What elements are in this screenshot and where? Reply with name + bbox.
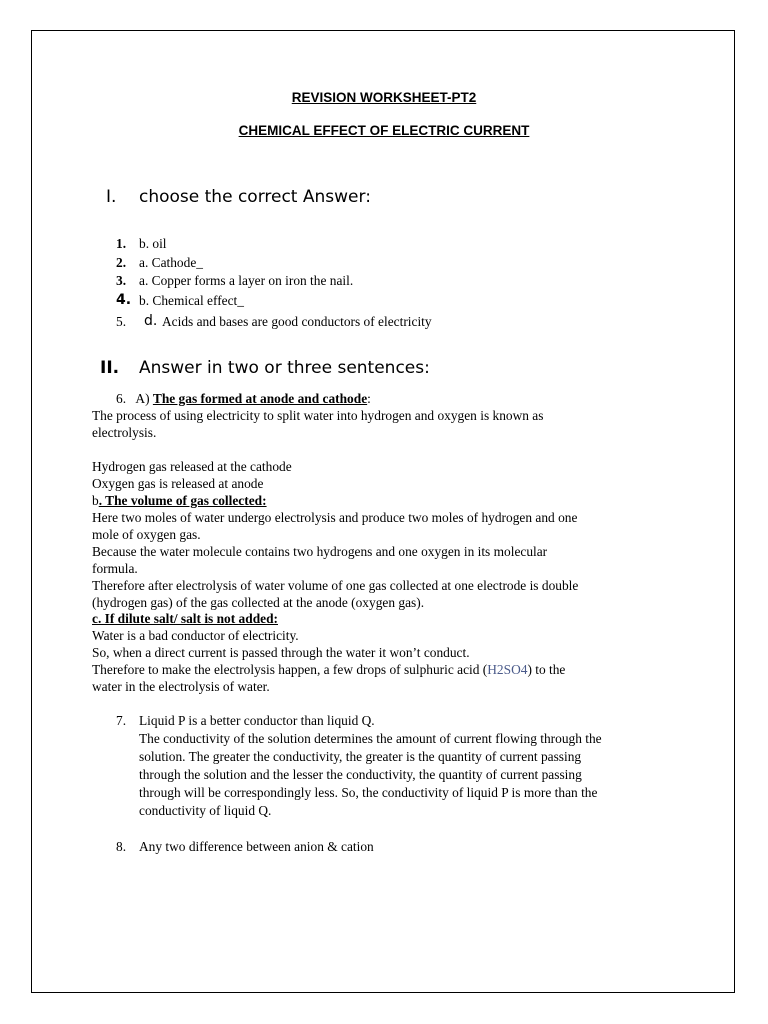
answer-line: Oxygen gas is released at anode [92, 476, 264, 491]
answer-line: The conductivity of the solution determines the amount of current flowing through the [139, 731, 602, 746]
answer-paragraph [92, 627, 692, 695]
mcq-number: 2. [116, 255, 127, 270]
question-6-colon: : [367, 391, 371, 406]
answer-line: Because the water molecule contains two hydrogens and one oxygen in its molecular [92, 544, 548, 559]
answer-line [92, 661, 692, 678]
mcq-number: 1. [116, 236, 127, 251]
answer-line: solution. The greater the conductivity, the greater is the quantity of current passing [139, 749, 582, 764]
answer-line: water in the electrolysis of water. [92, 679, 270, 694]
answer-paragraph [92, 458, 692, 492]
chemical-formula: H2SO4 [487, 662, 528, 677]
answer-line: electrolysis. [92, 425, 157, 440]
answer-line: Here two moles of water undergo electrolysis and produce two moles of hydrogen and one [92, 510, 578, 525]
answer-line: formula. [92, 561, 138, 576]
question-6-heading [116, 390, 371, 407]
mcq-number: 4. [116, 292, 132, 308]
question-6-subheading-c [92, 610, 692, 627]
answer-line: conductivity of liquid Q. [139, 803, 272, 818]
section-2-number: II. [100, 358, 120, 378]
answer-line: (hydrogen gas) of the gas collected at the anode (oxygen gas). [92, 595, 425, 610]
b-label: b [92, 493, 99, 508]
section-2-title: Answer in two or three sentences: [139, 358, 430, 378]
answer-line: Therefore after electrolysis of water volume of one gas collected at one electrode is double [92, 578, 579, 593]
section-1-title: choose the correct Answer: [139, 187, 371, 207]
mcq-letter: d. [144, 313, 158, 329]
worksheet-subtitle: CHEMICAL EFFECT OF ELECTRIC CURRENT [238, 123, 530, 138]
mcq-number: 5. [116, 314, 127, 329]
mcq-answer: a. Copper forms a layer on iron the nail. [139, 273, 354, 288]
answer-paragraph [92, 407, 692, 441]
question-number: 6. [116, 391, 127, 406]
answer-line: So, when a direct current is passed through the water it won’t conduct. [92, 645, 470, 660]
answer-line: through will be correspondingly less. So, the conductivity of liquid P is more than the [139, 785, 598, 800]
mcq-number: 3. [116, 273, 127, 288]
question-6-subheading-b [92, 492, 692, 509]
text-span: ) to the [527, 662, 566, 677]
answer-paragraph [92, 509, 692, 611]
section-1-number: I. [106, 187, 117, 207]
question-6-subheading-a: The gas formed at anode and cathode [152, 391, 368, 406]
question-8-text: Any two difference between anion & cation [139, 839, 374, 854]
answer-line: mole of oxygen gas. [92, 527, 201, 542]
answer-line: The process of using electricity to split water into hydrogen and oxygen is known as [92, 408, 544, 423]
mcq-answer: b. oil [139, 236, 167, 251]
answer-line: Hydrogen gas released at the cathode [92, 459, 292, 474]
answer-line: Water is a bad conductor of electricity. [92, 628, 299, 643]
question-8-number: 8. [116, 839, 127, 854]
answer-line: Liquid P is a better conductor than liquid Q. [139, 713, 375, 728]
mcq-answer: Acids and bases are good conductors of electricity [162, 314, 432, 329]
answer-line: through the solution and the lesser the conductivity, the quantity of current passing [139, 767, 582, 782]
c-heading: c. If dilute salt/ salt is not added: [92, 611, 278, 626]
text-span: Therefore to make the electrolysis happen, a few drops of sulphuric acid ( [92, 662, 488, 677]
worksheet-title: REVISION WORKSHEET-PT2 [291, 90, 477, 105]
mcq-answer: b. Chemical effect_ [139, 293, 244, 308]
mcq-answer: a. Cathode_ [139, 255, 203, 270]
question-7-number: 7. [116, 713, 127, 728]
question-6-prefix: A) [135, 391, 153, 406]
question-7-answer [139, 712, 699, 820]
b-heading: . The volume of gas collected: [98, 493, 267, 508]
